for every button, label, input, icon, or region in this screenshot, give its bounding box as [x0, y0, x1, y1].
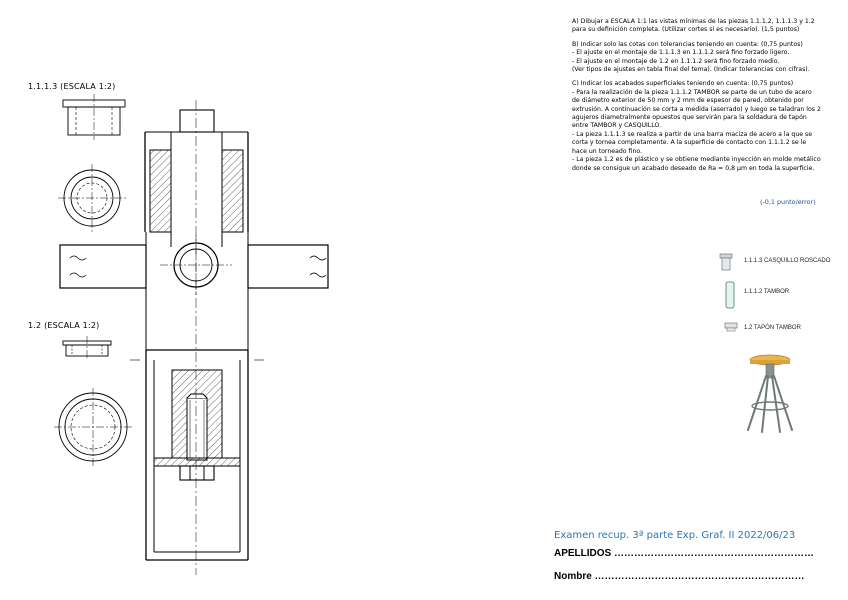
section-b [572, 41, 824, 75]
part-1113-top-view [58, 164, 126, 232]
section-c-line: hace un torneado fino. [572, 147, 643, 155]
part-12-top-view [54, 388, 132, 466]
part-1113-front-view [63, 94, 125, 140]
exam-title: Examen recup. 3ª parte Exp. Graf. II 2022/06/23 [554, 530, 796, 541]
section-a [572, 18, 824, 35]
section-a-line: para su definición completa. (Utilizar cortes si es necesario). (1,5 puntos) [572, 26, 800, 34]
label-part-12: 1.2 (ESCALA 1:2) [28, 321, 100, 330]
section-c-line: agujeros diametralmente opuestos que servirán para la soldadura de tapón [572, 114, 807, 122]
section-c-line: entre TAMBOR y CASQUILLO. [572, 122, 662, 130]
section-c-line: donde se consigue un acabado deseado de Ra = 0,8 µm en toda la superficie. [572, 164, 815, 172]
section-c-line: - La pieza 1.2 es de plástico y se obtiene mediante inyección en molde metálico [572, 156, 821, 164]
stool-image [740, 350, 800, 434]
section-c [572, 80, 824, 172]
part-label-tapon: 1.2 TAPÓN TAMBOR [744, 325, 801, 331]
section-b-line: - El ajuste en el montaje de 1.2 en 1.1.1.2 será fino forzado medio. [572, 57, 780, 65]
casquillo-thumbnail-icon [716, 250, 738, 276]
section-b-line: (Ver tipos de ajustes en tabla final del tema). (Indicar tolerancias con cifras). [572, 66, 810, 74]
label-part-1113: 1.1.1.3 (ESCALA 1:2) [28, 82, 116, 91]
section-b-line: B) Indicar solo las cotas con tolerancias teniendo en cuenta: (0,75 puntos) [572, 40, 803, 48]
section-a-line: A) Dibujar a ESCALA 1:1 las vistas mínimas de las piezas 1.1.1.2, 1.1.1.3 y 1.2 [572, 18, 815, 25]
section-c-line: - La pieza 1.1.1.3 se realiza a partir de una barra maciza de acero a la que se [572, 130, 813, 138]
apellidos-field[interactable]: APELLIDOS …………………………………………………… [554, 548, 815, 559]
penalty-note: (-0,1 punto/error) [760, 198, 816, 206]
section-c-line: extrusión. A continuación se corta a medida (aserrado) y luego se taladran los 2 [572, 105, 821, 113]
instructions-block [572, 18, 824, 179]
section-c-line: de diámetro exterior de 50 mm y 2 mm de espesor de pared, obtenido por [572, 97, 804, 105]
section-c-line: corta y tornea completamente. A la superficie de contacto con 1.1.1.2 se le [572, 139, 807, 147]
section-b-line: - El ajuste en el montaje de 1.1.1.3 en 1.1.1.2 será fino forzado ligero. [572, 49, 790, 57]
nombre-field[interactable]: Nombre ……………………………………………………… [554, 571, 805, 582]
section-c-line: - Para la realización de la pieza 1.1.1.2 TAMBOR se parte de un tubo de acero [572, 88, 812, 96]
section-c-line: C) Indicar los acabados superficiales teniendo en cuenta: (0,75 puntos) [572, 80, 794, 88]
part-label-tambor: 1.1.1.2 TAMBOR [744, 289, 790, 295]
tambor-thumbnail-icon [723, 280, 737, 310]
part-label-casquillo: 1.1.1.3 CASQUILLO ROSCADO [744, 258, 831, 264]
tapon-thumbnail-icon [722, 318, 740, 334]
part-12-front-view [63, 336, 111, 360]
